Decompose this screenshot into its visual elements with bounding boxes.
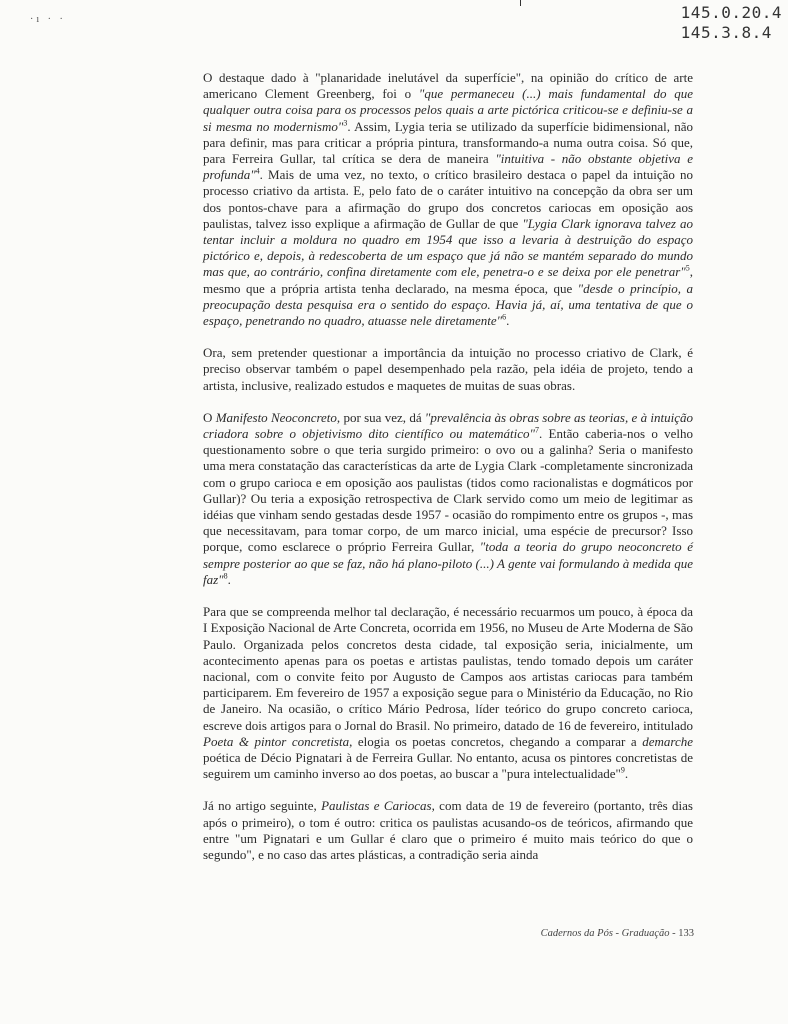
body-paragraph [203, 798, 693, 863]
text-run: . Então caberia-nos o velho questionamento sobre o que teria surgido primeiro: o ovo ou a galinha? Seria o manifesto uma mera constatação das características da arte de Lygia Clark -completamente sincronizada com o grupo carioca e em oposição aos paulistas (tidos como racionalistas e dogmáticos por Gullar)? Ou teria a exposição retrospectiva de Clark servido como um meio de legitimar as idéias que vinham sendo gestadas desde 1957 - ocasião do rompimento entre os grupos -, mas que necessitavam, para tomar corpo, de um marco inicial, uma espécie de precursor? Isso porque, como esclarece o próprio Ferreira Gullar, [203, 426, 693, 555]
italic-text: "intuitiva - não obstante objetiva e profunda" [203, 151, 693, 183]
journal-name: Cadernos da Pós - Graduação - [540, 928, 676, 939]
scan-tick-mark [520, 0, 521, 6]
catalog-number-2: 145.3.8.4 [680, 23, 772, 42]
text-run: . [506, 313, 510, 329]
catalog-annotation [681, 3, 782, 43]
italic-text: "desde o princípio, a preocupação desta pesquisa era o sentido do espaço. Havia já, aí, uma tentativa de que o espaço, penetrando no quadro, atuasse nele diretamente" [203, 280, 693, 329]
italic-text: "que permaneceu (...) mais fundamental do que qualquer outra coisa para os processos pelos quais a arte pictórica criticou-se e definiu-se a si mesma no modernismo" [203, 86, 693, 134]
italic-text: Manifesto Neoconcreto [215, 409, 337, 425]
italic-text: Paulistas e Cariocas [321, 798, 432, 814]
text-run: , elogia os poetas concretos, chegando a comparar a [349, 733, 643, 749]
footnote-ref: 5 [685, 264, 690, 274]
page-number: 133 [678, 928, 694, 939]
body-paragraph [203, 410, 693, 588]
body-paragraph [203, 604, 693, 782]
catalog-number-1: 145.0.20.4 [680, 3, 782, 22]
body-paragraph [203, 345, 693, 394]
footnote-ref: 6 [502, 312, 507, 322]
italic-text: "toda a teoria do grupo neoconcreto é sempre posterior ao que se faz, não há plano-piloto (...) A gente vai formulando à medida que faz" [203, 539, 693, 587]
text-run: . [624, 766, 629, 782]
italic-text: demarche [642, 733, 693, 749]
scan-mark: ·ı · · [30, 14, 66, 25]
text-run: O [203, 409, 216, 425]
footnote-ref: 8 [223, 571, 228, 581]
text-run: poética de Décio Pignatari à de Ferreira Gullar. No entanto, acusa os pintores concretistas de seguirem um caminho inverso ao dos poetas, ao buscar a "pura intelectualidade" [203, 749, 693, 782]
italic-text: "Lygia Clark ignorava talvez ao tentar incluir a moldura no quadro em 1954 que isso a levaria à destruição do espaço pictórico e, depois, à redescoberta de um espaço que já não se mantém separado do mundo mas que, ao contrário, confina diretamente com ele, penetra-o e se deixa por ele penetrar" [203, 215, 694, 280]
text-run: . [227, 571, 231, 587]
text-run: . Assim, Lygia teria se utilizado da superfície bidimensional, não para definir, mas para criticar a própria pintura, transformando-a numa outra coisa. Só que, para Ferreira Gullar, tal crítica se dera de maneira [203, 118, 693, 167]
body-paragraph [203, 70, 693, 329]
text-run: Já no artigo seguinte, [203, 798, 322, 814]
footnote-ref: 9 [620, 765, 625, 775]
text-run: . Mais de uma vez, no texto, o crítico brasileiro destaca o papel da intuição no processo criativo da artista. E, pelo fato de o caráter intuitivo na concepção da obra ser um dos pontos-chave para a afirmação do grupo dos concretos cariocas em oposição aos paulistas, talvez isso explique a afirmação de Gullar de que [203, 167, 693, 231]
text-run: O destaque dado à "planaridade inelutável da superfície", na opinião do crítico de arte americano Clement Greenberg, foi o [203, 70, 693, 102]
text-run: Ora, sem pretender questionar a importância da intuição no processo criativo de Clark, é preciso observar também o papel desempenhado pela razão, pela idéia de projeto, tendo a artista, inclusive, realizado estudos e maquetes de muitas de suas obras. [203, 345, 693, 393]
footnote-ref: 4 [255, 166, 260, 176]
italic-text: Poeta & pintor concretista [203, 733, 350, 749]
text-run: , mesmo que a própria artista tenha declarado, na mesma época, que [203, 264, 693, 296]
footnote-ref: 3 [343, 118, 348, 128]
page-footer [541, 928, 694, 939]
text-run: , por sua vez, dá [336, 409, 425, 425]
footnote-ref: 7 [535, 425, 540, 435]
text-run: , com data de 19 de fevereiro (portanto, três dias após o primeiro), o tom é outro: critica os paulistas acusando-os de teóricos, afirmando que entre "um Pignatari e um Gullar é claro que o primeiro é muito mais teórico do que o segundo", e no caso das artes plásticas, a contradição seria ainda [203, 798, 693, 862]
article-body [203, 70, 693, 863]
text-run: Para que se compreenda melhor tal declaração, é necessário recuarmos um pouco, à época da I Exposição Nacional de Arte Concreta, ocorrida em 1956, no Museu de Arte Moderna de São Paulo. Organizada pelos concretos desta cidade, tal exposição seria, inicialmente, um acontecimento apenas para os poetas e artistas paulistas, tendo tomado depois um caráter nacional, com o convite feito por Augusto de Campos aos artistas cariocas para também participarem. Em fevereiro de 1957 a exposição segue para o Ministério da Educação, no Rio de Janeiro. Na ocasião, o crítico Mário Pedrosa, líder teórico do grupo concreto carioca, escreve dois artigos para o Jornal do Brasil. No primeiro, datado de 16 de fevereiro, intitulado [203, 604, 693, 733]
italic-text: "prevalência às obras sobre as teorias, e à intuição criadora sobre o objetivismo dito científico ou matemático" [203, 409, 694, 442]
